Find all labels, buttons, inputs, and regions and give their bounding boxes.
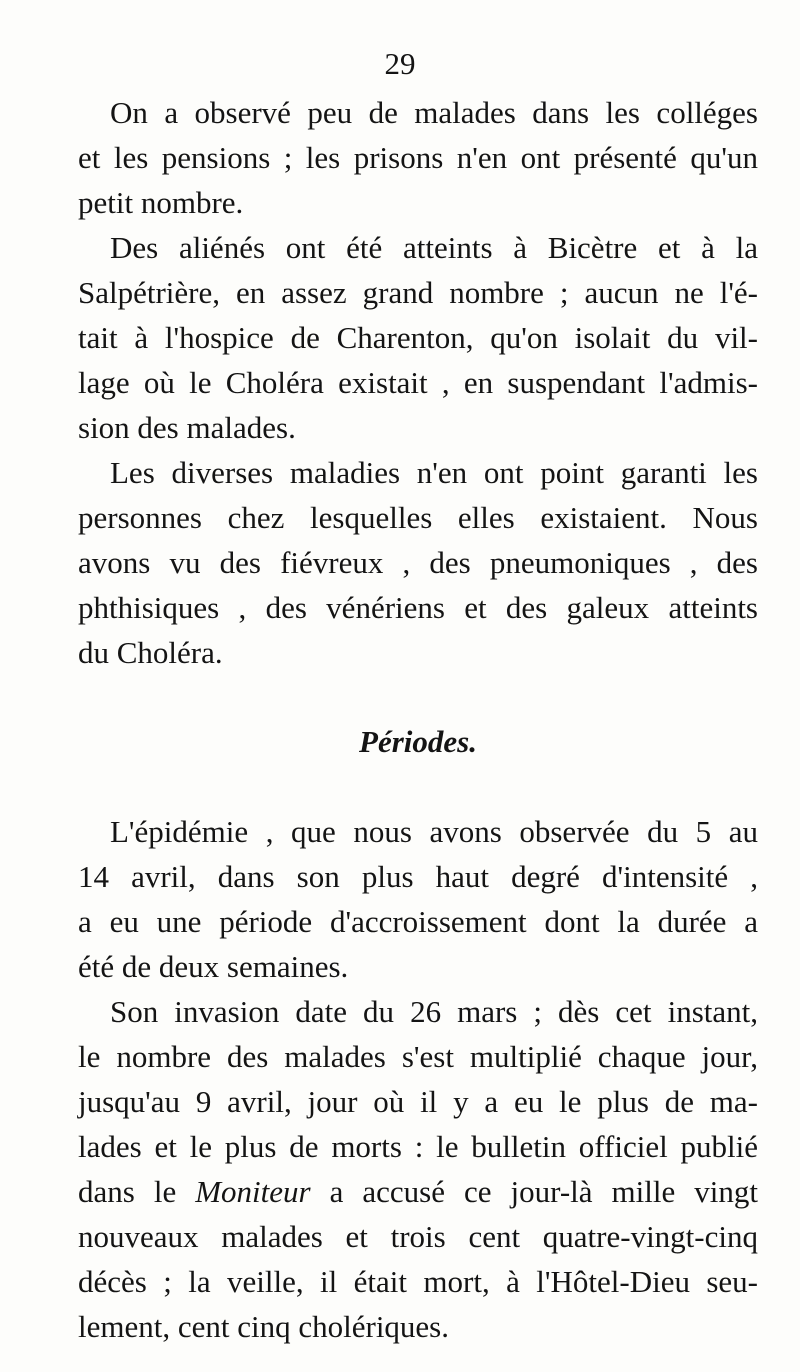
text-line: Les diverses maladies n'en ont point garanti les	[110, 455, 758, 490]
paragraph-epidemie	[78, 809, 758, 989]
text-line: lades et le plus de morts : le bulletin officiel publié	[78, 1129, 758, 1164]
text-line: phthisiques , des vénériens et des galeux atteints	[78, 590, 758, 625]
paragraph-invasion	[78, 989, 758, 1349]
text-line: décès ; la veille, il était mort, à l'Hôtel-Dieu seu-	[78, 1264, 758, 1299]
text-line: personnes chez lesquelles elles existaient. Nous	[78, 500, 758, 535]
text-line: Des aliénés ont été atteints à Bicètre et à la	[110, 230, 758, 265]
text-line: Salpétrière, en assez grand nombre ; aucun ne l'é-	[78, 275, 758, 310]
text-line: jusqu'au 9 avril, jour où il y a eu le plus de ma-	[78, 1084, 758, 1119]
body-text	[78, 90, 758, 1349]
section-heading: Périodes.	[359, 724, 477, 759]
text-line: lement, cent cinq cholériques.	[78, 1309, 450, 1344]
text-line: été de deux semaines.	[78, 949, 349, 984]
text-line: dans le Moniteur a accusé ce jour-là mille vingt	[78, 1174, 758, 1209]
paragraph-maladies	[78, 450, 758, 675]
text-line: sion des malades.	[78, 410, 296, 445]
page-number: 29	[384, 46, 416, 81]
text-line: lage où le Choléra existait , en suspendant l'admis-	[78, 365, 758, 400]
text-line: 14 avril, dans son plus haut degré d'intensité ,	[78, 859, 758, 894]
text-line: avons vu des fiévreux , des pneumoniques , des	[78, 545, 758, 580]
text-line: le nombre des malades s'est multiplié chaque jour,	[78, 1039, 758, 1074]
text-line: et les pensions ; les prisons n'en ont présenté qu'un	[78, 140, 758, 175]
periodical-title: Moniteur	[195, 1174, 311, 1209]
text-line: du Choléra.	[78, 635, 223, 670]
text-line: L'épidémie , que nous avons observée du 5 au	[110, 814, 758, 849]
text-line: Son invasion date du 26 mars ; dès cet instant,	[110, 994, 758, 1029]
text-line: nouveaux malades et trois cent quatre-vingt-cinq	[78, 1219, 758, 1254]
paragraph-alienes	[78, 225, 758, 450]
text-line: a eu une période d'accroissement dont la durée a	[78, 904, 758, 939]
text-line: tait à l'hospice de Charenton, qu'on isolait du vil-	[78, 320, 758, 355]
text-line: On a observé peu de malades dans les colléges	[110, 95, 758, 130]
text-line: petit nombre.	[78, 185, 244, 220]
paragraph-colleges	[78, 90, 758, 225]
